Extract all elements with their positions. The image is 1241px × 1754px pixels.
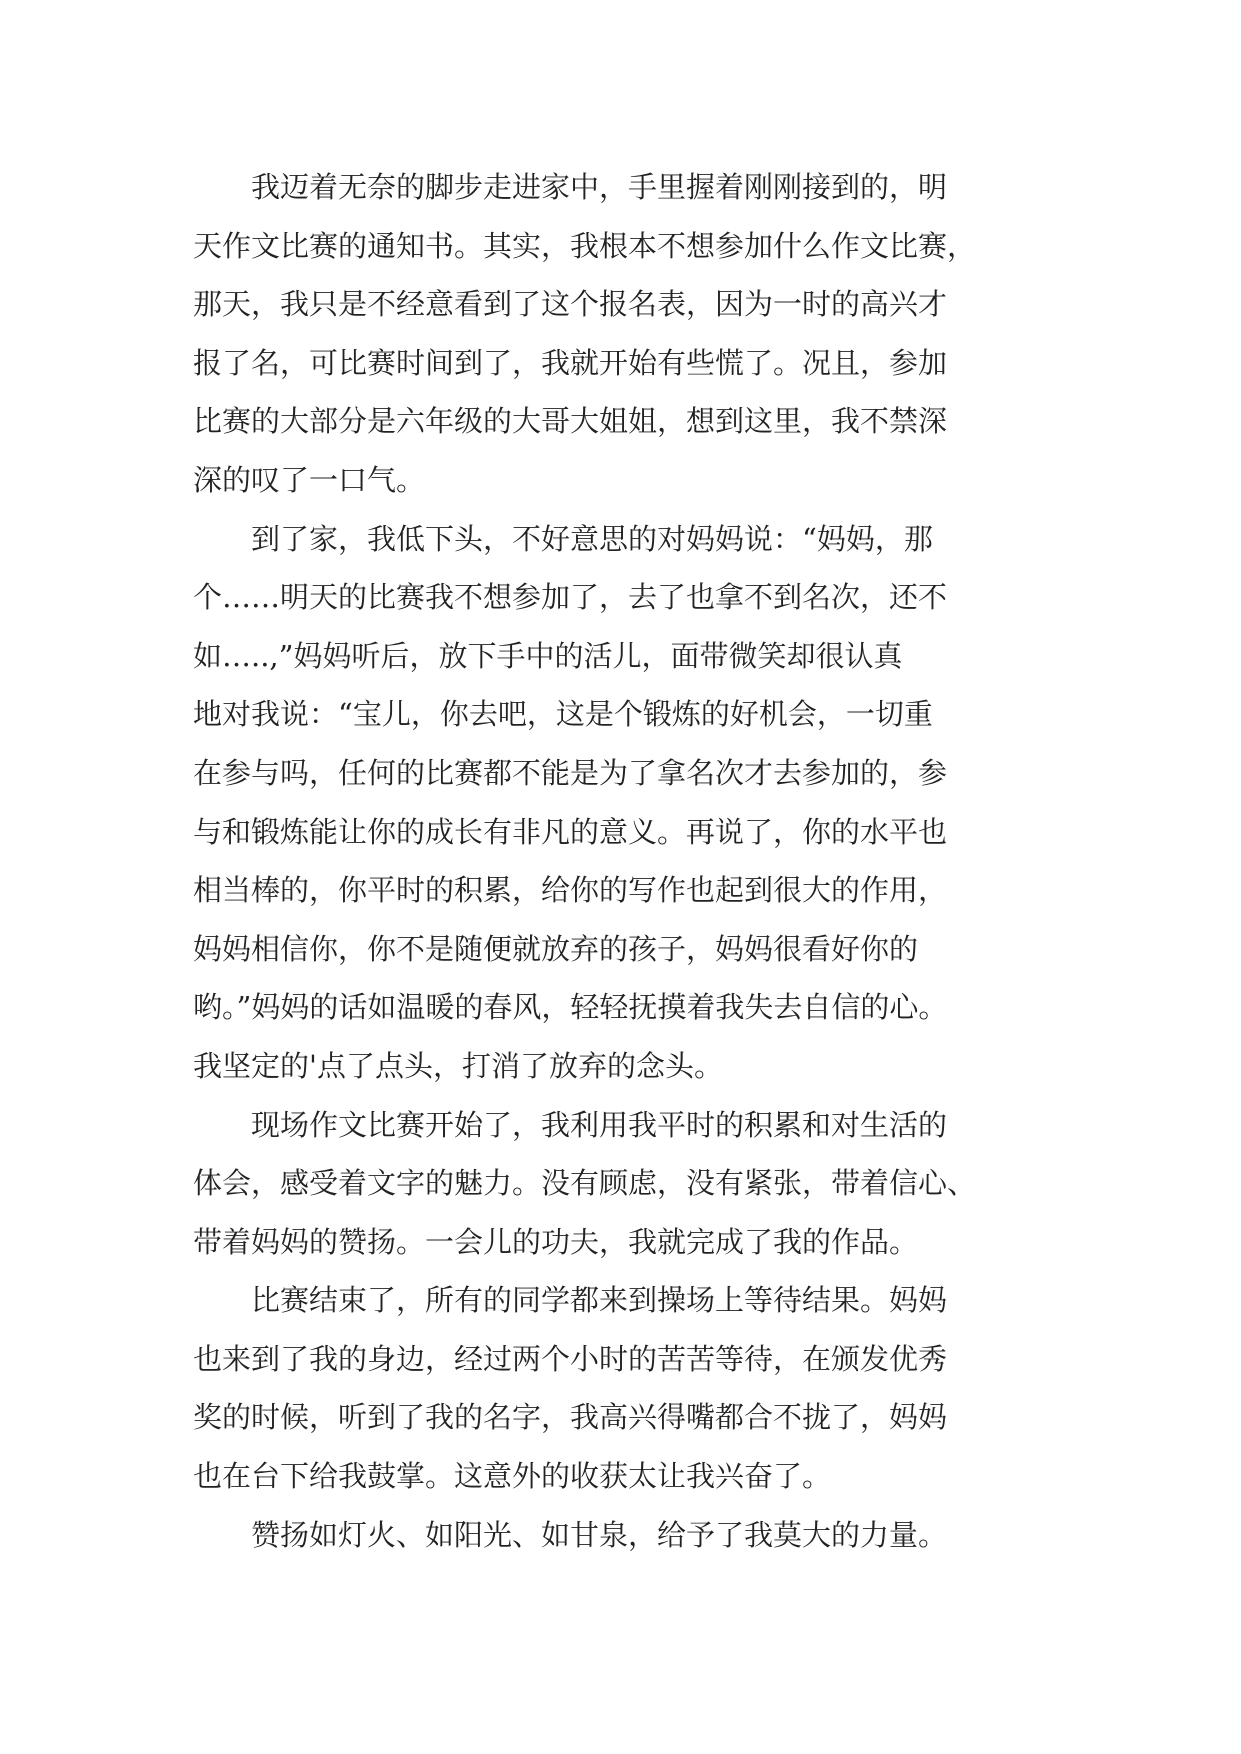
text-line: 赞扬如灯火、如阳光、如甘泉，给予了我莫大的力量。 bbox=[193, 1517, 948, 1552]
text-line: 也来到了我的身边，经过两个小时的苦苦等待，在颁发优秀 bbox=[193, 1341, 948, 1376]
text-line: 比赛结束了，所有的同学都来到操场上等待结果。妈妈 bbox=[193, 1283, 948, 1318]
text-line: 我坚定的'点了点头，打消了放弃的念头。 bbox=[193, 1048, 723, 1083]
essay-body bbox=[193, 158, 1073, 1564]
text-line: 也在台下给我鼓掌。这意外的收获太让我兴奋了。 bbox=[193, 1459, 832, 1494]
text-line: 与和锻炼能让你的成长有非凡的意义。再说了，你的水平也 bbox=[193, 814, 948, 849]
text-line: 妈妈相信你，你不是随便就放弃的孩子，妈妈很看好你的 bbox=[193, 931, 919, 966]
text-line: 到了家，我低下头，不好意思的对妈妈说：“妈妈，那 bbox=[193, 521, 933, 556]
text-line: 奖的时候，听到了我的名字，我高兴得嘴都合不拢了，妈妈 bbox=[193, 1400, 948, 1435]
text-line: 报了名，可比赛时间到了，我就开始有些慌了。况且，参加 bbox=[193, 345, 948, 380]
text-line: 体会，感受着文字的魅力。没有顾虑，没有紧张，带着信心、 bbox=[193, 1166, 977, 1201]
text-line: 那天，我只是不经意看到了这个报名表，因为一时的高兴才 bbox=[193, 287, 948, 322]
text-line: 如…..,”妈妈听后，放下手中的活儿，面带微笑却很认真 bbox=[193, 638, 903, 673]
text-line: 地对我说：“宝儿，你去吧，这是个锻炼的好机会，一切重 bbox=[193, 697, 933, 732]
text-line: 在参与吗，任何的比赛都不能是为了拿名次才去参加的，参 bbox=[193, 755, 948, 790]
text-line: 天作文比赛的通知书。其实，我根本不想参加什么作文比赛， bbox=[193, 228, 977, 263]
text-line: 现场作文比赛开始了，我利用我平时的积累和对生活的 bbox=[193, 1107, 948, 1142]
text-line: 比赛的大部分是六年级的大哥大姐姐，想到这里，我不禁深 bbox=[193, 404, 948, 439]
text-line: 带着妈妈的赞扬。一会儿的功夫，我就完成了我的作品。 bbox=[193, 1224, 919, 1259]
text-line: 哟。”妈妈的话如温暖的春风，轻轻抚摸着我失去自信的心。 bbox=[193, 990, 948, 1025]
text-line: 相当棒的，你平时的积累，给你的写作也起到很大的作用， bbox=[193, 873, 948, 908]
text-line: 我迈着无奈的脚步走进家中，手里握着刚刚接到的，明 bbox=[193, 170, 948, 204]
text-line: 个……明天的比赛我不想参加了，去了也拿不到名次，还不 bbox=[193, 580, 948, 615]
text-line: 深的叹了一口气。 bbox=[193, 462, 426, 497]
